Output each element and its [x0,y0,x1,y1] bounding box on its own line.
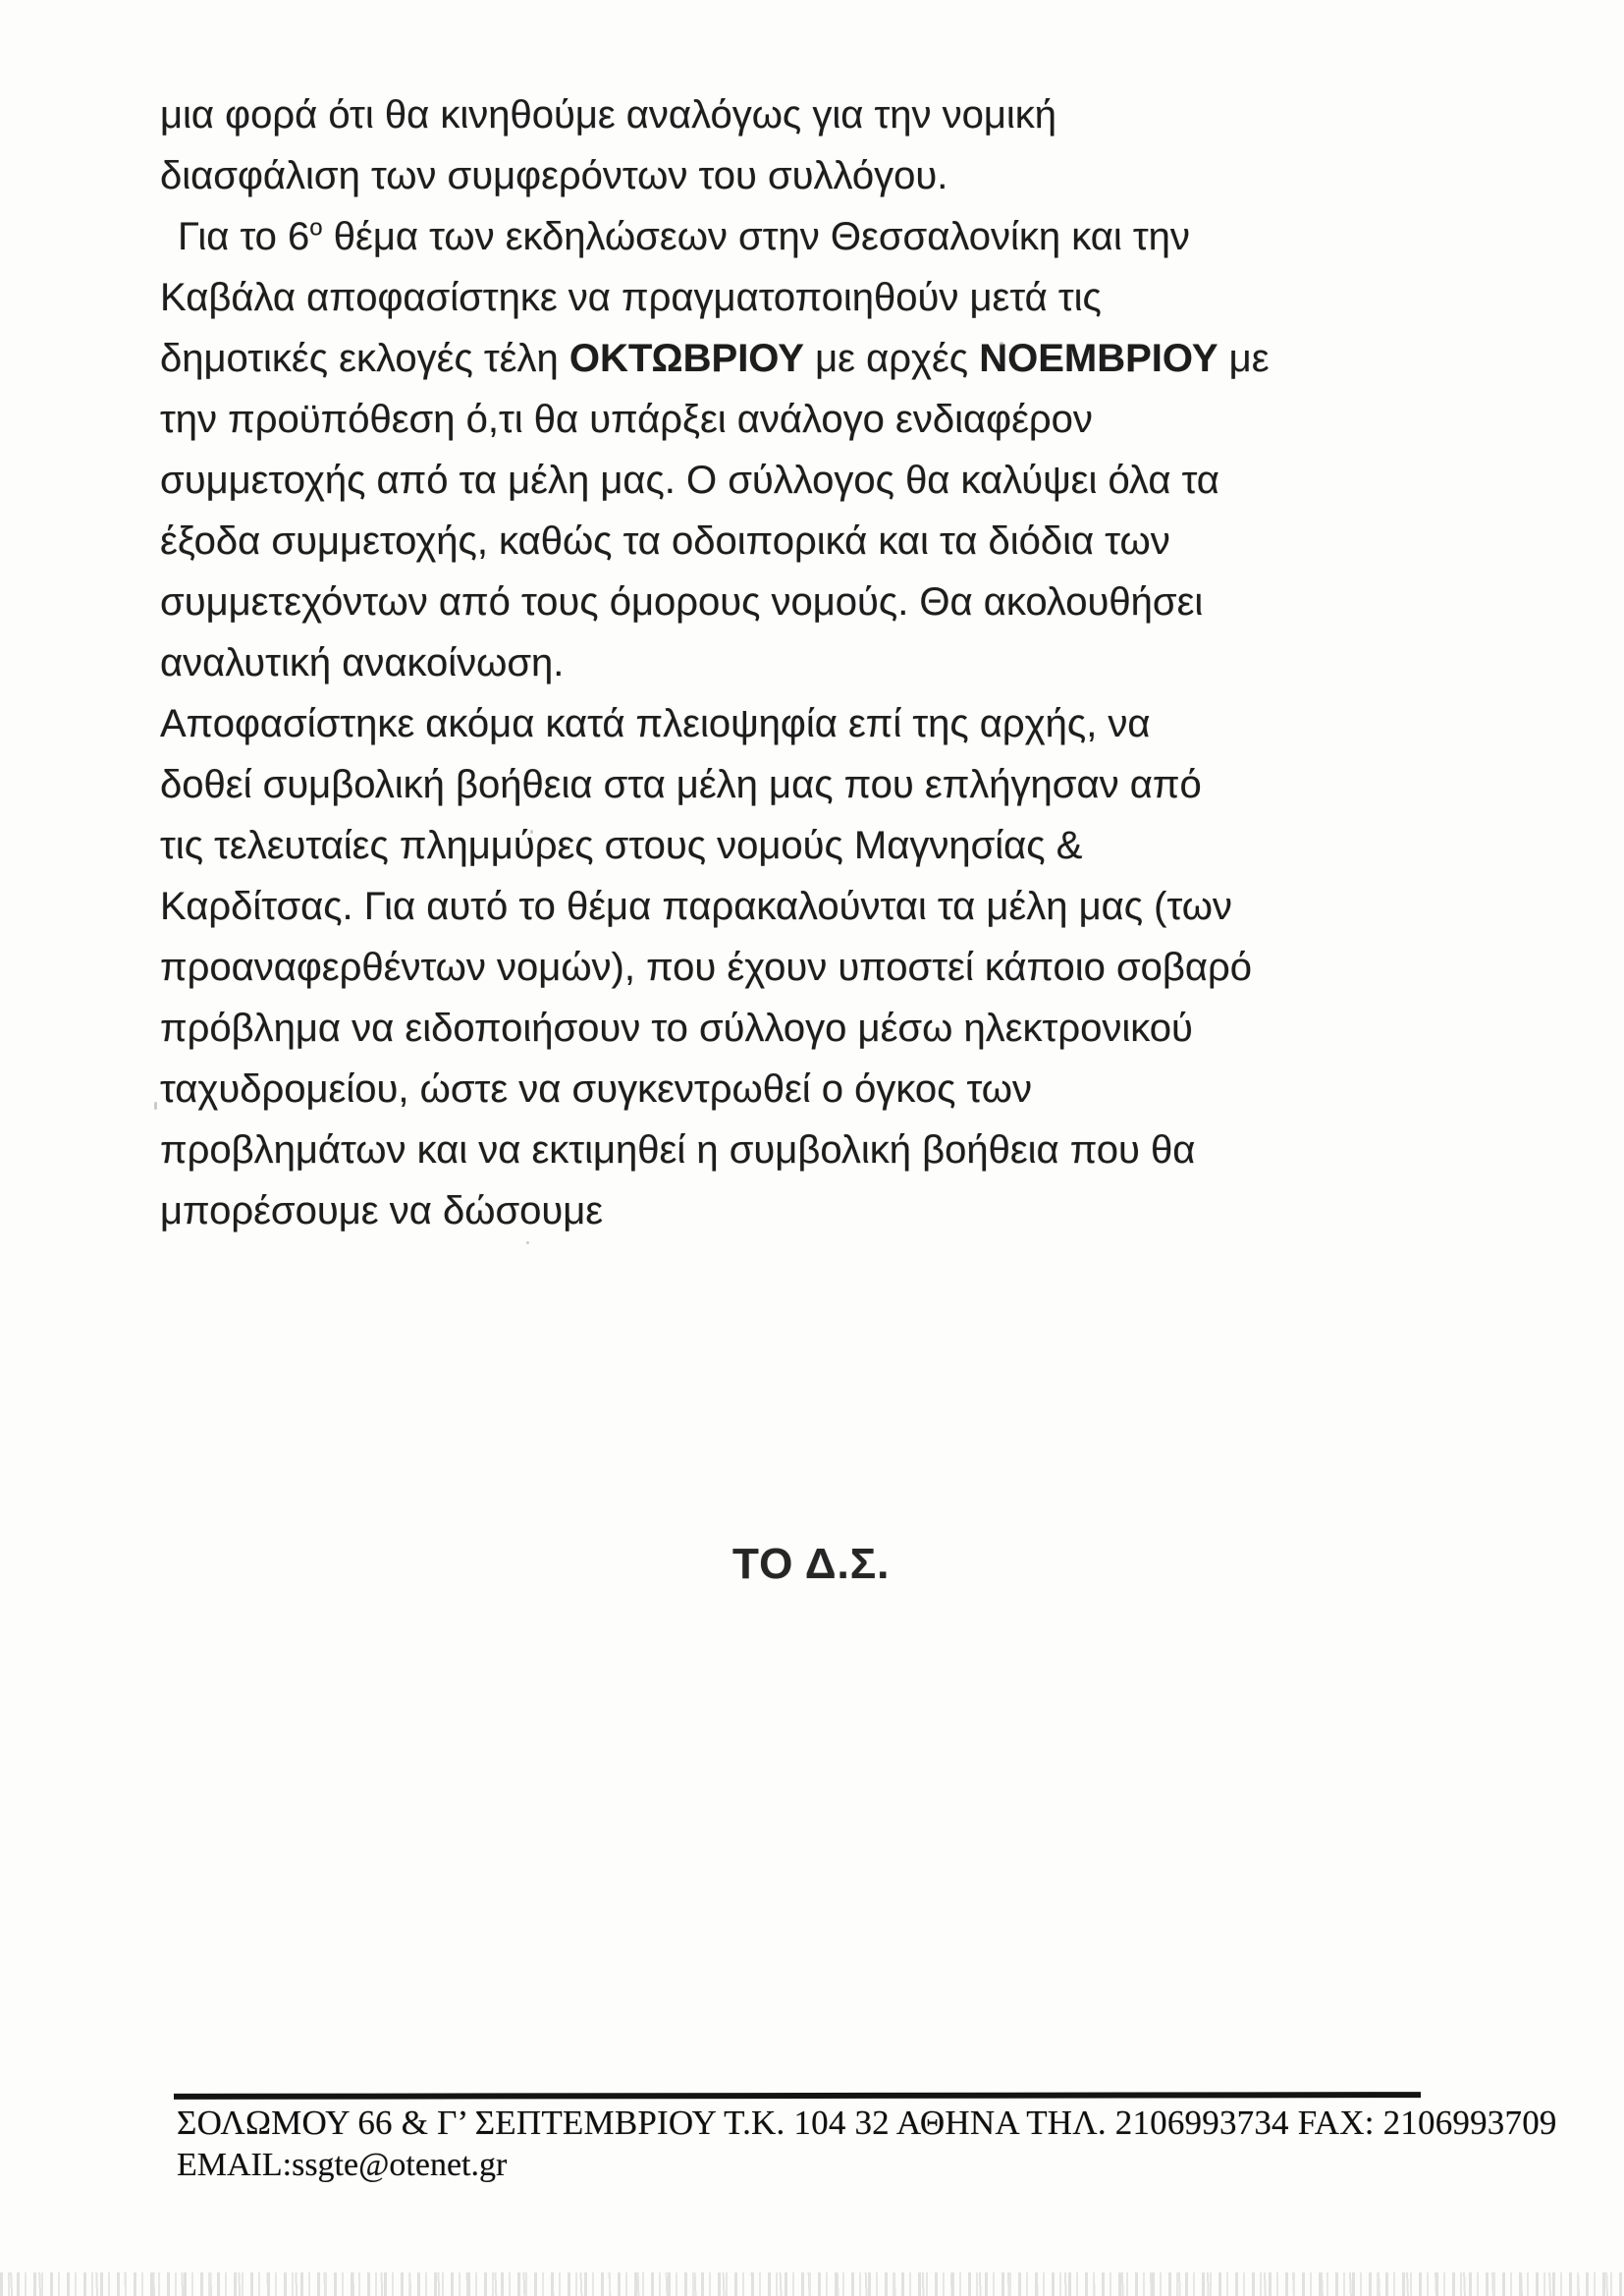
body-line [160,1120,1270,1180]
letter-body [160,84,1270,1241]
text-segment: δοθεί συμβολική βοήθεια στα μέλη μας που επλήγησαν από [160,763,1202,806]
emphasized-text: ΟΚΤΩΒΡΙΟΥ [568,337,804,380]
text-segment: Αποφασίστηκε ακόμα κατά πλειοψηφία επί της αρχής, να [160,702,1151,745]
text-segment: διασφάλιση των συμφερόντων του συλλόγου. [160,154,948,197]
text-segment: πρόβλημα να ειδοποιήσουν το σύλλογο μέσω ηλεκτρονικού [160,1007,1193,1050]
body-line [160,1059,1270,1120]
text-segment: ταχυδρομείου, ώστε να συγκεντρωθεί ο όγκος των [160,1067,1032,1111]
text-segment: προβλημάτων και να εκτιμηθεί η συμβολική βοήθεια που θα [160,1128,1196,1172]
body-line [160,145,1270,206]
scan-speck [526,1241,529,1244]
text-segment: τις τελευταίες πλημμύρες στους νομούς Μαγνησίας & [160,824,1083,867]
body-line [160,632,1270,693]
body-line [160,389,1270,450]
text-segment: μια φορά ότι θα κινηθούμε αναλόγως για την νομική [160,93,1057,137]
body-line [160,328,1270,389]
footer-address-line: ΣΟΛΩΜΟΥ 66 & Γ’ ΣΕΠΤΕΜΒΡΙΟΥ Τ.Κ. 104 32 ΑΘΗΝΑ ΤΗΛ. 2106993734 FAX: 2106993709 [177,2104,1557,2142]
body-line [160,876,1270,937]
body-line [160,450,1270,511]
footer-divider [174,2092,1421,2100]
text-segment: Καρδίτσας. Για αυτό το θέμα παρακαλούνται τα μέλη μας (των [160,885,1232,928]
body-line [160,267,1270,328]
scan-speck [154,1102,157,1110]
body-line [160,572,1270,632]
text-segment: μπορέσουμε να δώσουμε [160,1189,604,1232]
text-segment: αναλυτική ανακοίνωση. [160,641,565,684]
text-segment: έξοδα συμμετοχής, καθώς τα οδοιπορικά και τα διόδια των [160,519,1170,563]
body-line [160,206,1270,267]
body-line [160,998,1270,1059]
text-segment: με [1218,337,1270,380]
emphasized-text: ΝΟΕΜΒΡΙΟΥ [979,337,1218,380]
scan-speck [1000,342,1003,346]
body-line [160,815,1270,876]
scan-speck [530,830,533,834]
text-segment: με αρχές [803,337,980,380]
text-segment: Καβάλα αποφασίστηκε να πραγματοποιηθούν μετά τις [160,276,1102,319]
text-segment: συμμετεχόντων από τους όμορους νομούς. Θα ακολουθήσει [160,580,1204,624]
scan-noise-artifact [0,2272,1624,2296]
body-line [160,511,1270,572]
signature-block: ΤΟ Δ.Σ. [732,1540,891,1588]
body-line [160,693,1270,754]
text-segment: συμμετοχής από τα μέλη μας. Ο σύλλογος θα καλύψει όλα τα [160,459,1219,502]
body-line [160,754,1270,815]
body-line [160,937,1270,998]
body-line [160,84,1270,145]
footer-email-line: EMAIL:ssgte@otenet.gr [177,2147,508,2183]
text-segment: προαναφερθέντων νομών), που έχουν υποστεί κάποιο σοβαρό [160,946,1253,989]
text-segment: δημοτικές εκλογές τέλη [160,337,569,380]
text-segment: θέμα των εκδηλώσεων στην Θεσσαλονίκη και την [322,215,1190,258]
text-segment: Για το 6 [178,215,310,258]
text-segment: την προϋπόθεση ό,τι θα υπάρξει ανάλογο ενδιαφέρον [160,398,1093,441]
body-line [160,1180,1270,1241]
ordinal-superscript: ο [309,214,323,242]
